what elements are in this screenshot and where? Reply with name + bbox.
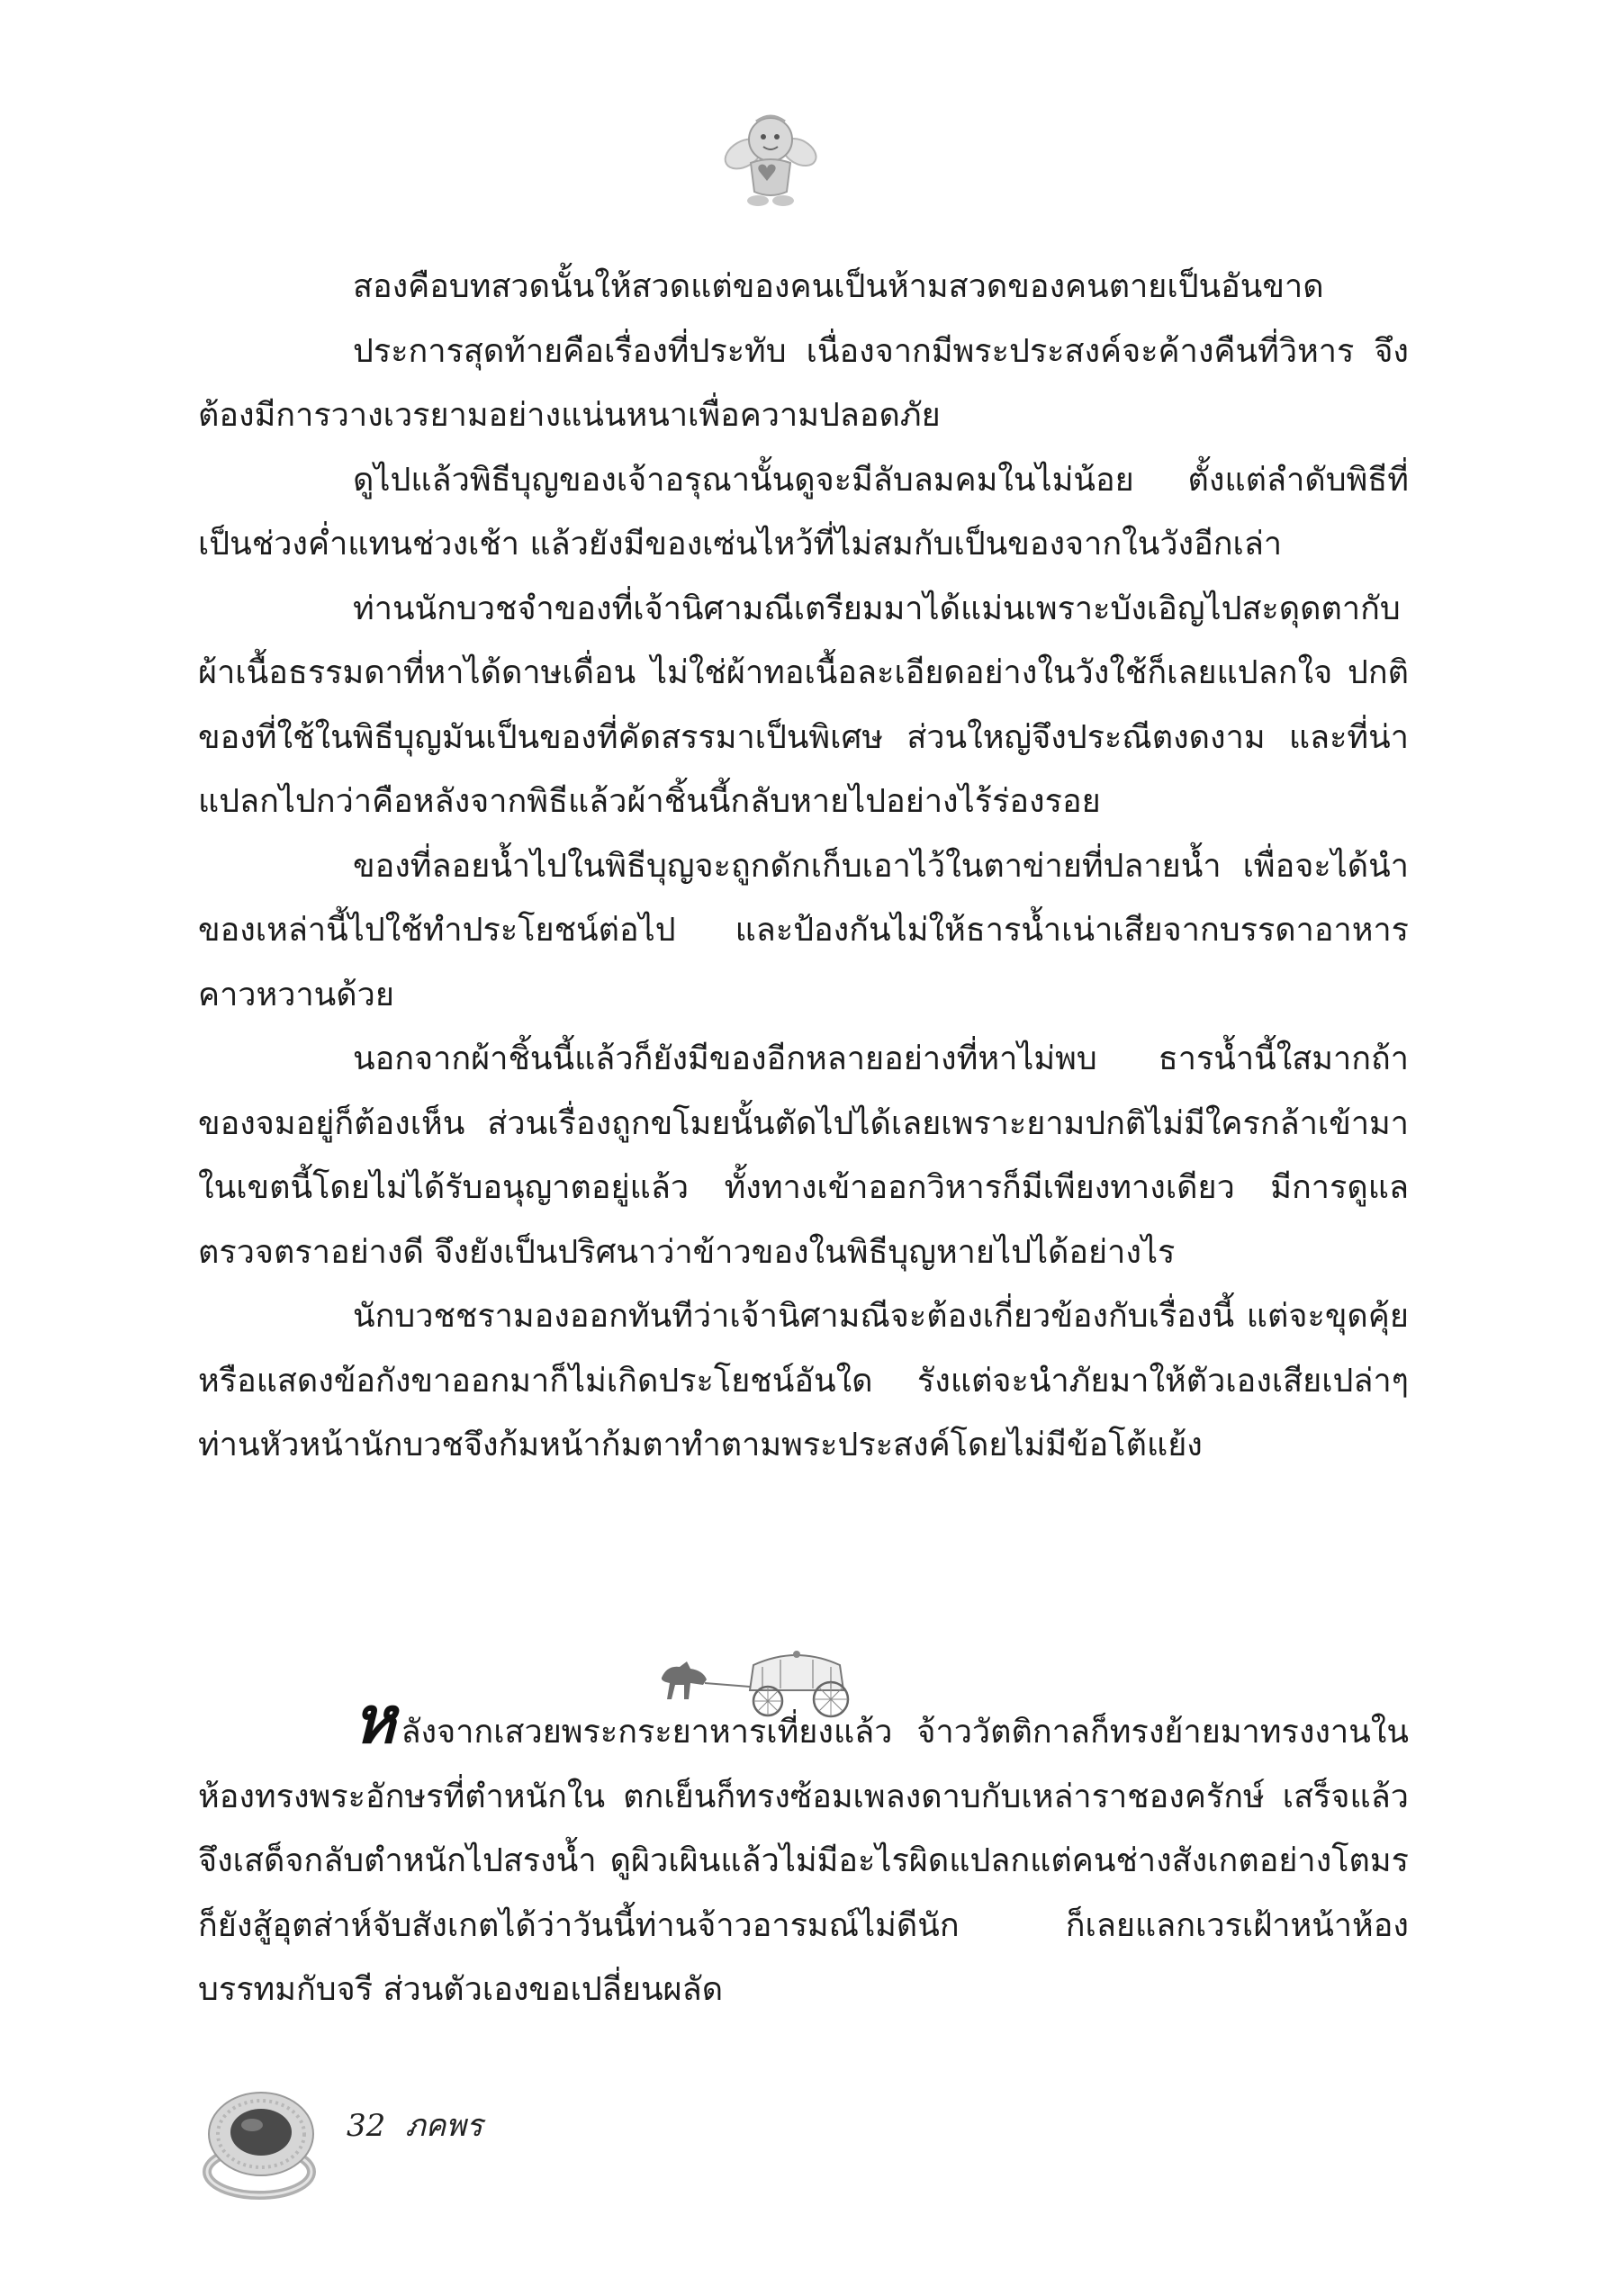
page-number: 32 [347,2108,386,2144]
paragraph: ท่านนักบวชจำของที่เจ้านิศามณีเตรียมมาได้แม่นเพราะบังเอิญไปสะดุดตากับผ้าเนื้อธรรมดาที่หาได้ดาษเดื่อน ไม่ใช่ผ้าทอเนื้อละเอียดอย่างในวังใช้ก็เลยแปลกใจ ปกติของที่ใช้ในพิธีบุญมันเป็นของที่คัดสรรมาเป็นพิเศษ ส่วนใหญ่จึงประณีตงดงาม และที่น่าแปลกไปกว่าคือหลังจากพิธีแล้วผ้าชิ้นนี้กลับหายไปอย่างไร้ร่องรอย [198,590,1409,820]
paragraph: ประการสุดท้ายคือเรื่องที่ประทับ เนื่องจากมีพระประสงค์จะค้างคืนที่วิหาร จึงต้องมีการวางเวรยามอย่างแน่นหนาเพื่อความปลอดภัย [198,332,1409,434]
ring-icon [189,2084,333,2210]
paragraph: สองคือบทสวดนั้นให้สวดแต่ของคนเป็นห้ามสวดของคนตายเป็นอันขาด [353,268,1324,305]
body-text [198,255,1409,1478]
cherub-with-heart-icon [711,104,828,212]
paragraph: ดูไปแล้วพิธีบุญของเจ้าอรุณานั้นดูจะมีลับลมคมในไม่น้อย ตั้งแต่ลำดับพิธีที่เป็นช่วงค่ำแทนช่วงเช้า แล้วยังมีของเซ่นไหว้ที่ไม่สมกับเป็นของจากในวังอีกเล่า [198,461,1409,563]
paragraph: นักบวชชรามองออกทันทีว่าเจ้านิศามณีจะต้องเกี่ยวข้องกับเรื่องนี้ แต่จะขุดคุ้ยหรือแสดงข้อกังขาออกมาก็ไม่เกิดประโยชน์อันใด รังแต่จะนำภัยมาให้ตัวเองเสียเปล่าๆ ท่านหัวหน้านักบวชจึงก้มหน้าก้มตาทำตามพระประสงค์โดยไม่มีข้อโต้แย้ง [198,1298,1409,1463]
paragraph: นอกจากผ้าชิ้นนี้แล้วก็ยังมีของอีกหลายอย่างที่หาไม่พบ ธารน้ำนี้ใสมากถ้าของจมอยู่ก็ต้องเห็น ส่วนเรื่องถูกขโมยนั้นตัดไปได้เลยเพราะยามปกติไม่มีใครกล้าเข้ามาในเขตนี้โดยไม่ได้รับอนุญาตอยู่แล้ว ทั้งทางเข้าออกวิหารก็มีเพียงทางเดียว มีการดูแลตรวจตราอย่างดี จึงยังเป็นปริศนาว่าข้าวของในพิธีบุญหายไปได้อย่างไร [198,1040,1409,1271]
drop-cap: ห [353,1681,396,1758]
book-title: ภคพร [405,2108,483,2144]
paragraph-text: ลังจากเสวยพระกระยาหารเที่ยงแล้ว จ้าววัตติกาลก็ทรงย้ายมาทรงงานในห้องทรงพระอักษรที่ตำหนักใน ตกเย็นก็ทรงซ้อมเพลงดาบกับเหล่าราชองครักษ์ เสร็จแล้วจึงเสด็จกลับตำหนักไปสรงน้ำ ดูผิวเผินแล้วไม่มีอะไรผิดแปลกแต่คนช่างสังเกตอย่างโตมรก็ยังสู้อุตส่าห์จับสังเกตได้ว่าวันนี้ท่านจ้าวอารมณ์ไม่ดีนัก ก็เลยแลกเวรเฝ้าหน้าห้องบรรทมกับจรี ส่วนตัวเองขอเปลี่ยนผลัด [198,1714,1409,2008]
paragraph: ของที่ลอยน้ำไปในพิธีบุญจะถูกดักเก็บเอาไว้ในตาข่ายที่ปลายน้ำ เพื่อจะได้นำของเหล่านี้ไปใช้ทำประโยชน์ต่อไป และป้องกันไม่ให้ธารน้ำเน่าเสียจากบรรดาอาหารคาวหวานด้วย [198,847,1409,1013]
section-two-text [198,1681,1409,2022]
page-footer [347,2101,482,2149]
paragraph [198,1681,1409,2022]
